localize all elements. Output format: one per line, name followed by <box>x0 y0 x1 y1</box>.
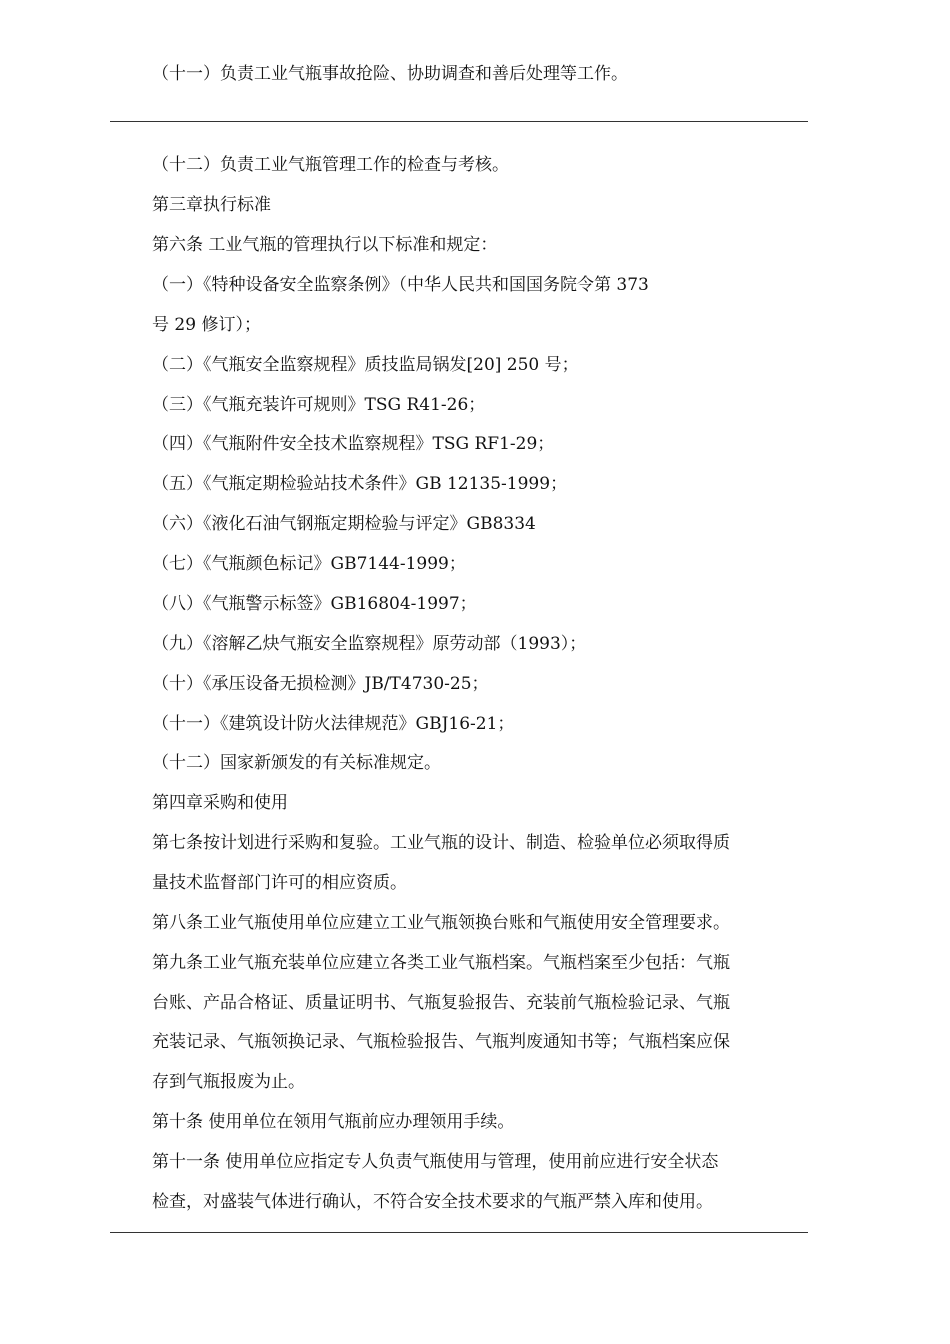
text-line: （十一）负责工业气瓶事故抢险、协助调查和善后处理等工作。 <box>152 64 628 84</box>
article-line: 第七条按计划进行采购和复验。工业气瓶的设计、制造、检验单位必须取得质 <box>152 833 730 853</box>
page-footer-rule <box>110 1232 808 1233</box>
list-item-continuation: 号 29 修订）； <box>152 315 261 335</box>
article-line: 第十一条 使用单位应指定专人负责气瓶使用与管理，使用前应进行安全状态 <box>152 1152 719 1172</box>
list-item: （五）《气瓶定期检验站技术条件》GB 12135-1999； <box>152 474 568 494</box>
article-line: 第六条 工业气瓶的管理执行以下标准和规定： <box>152 235 498 255</box>
list-item: （十一）《建筑设计防火法律规范》GBJ16-21； <box>152 714 515 734</box>
list-item: （三）《气瓶充装许可规则》TSG R41-26； <box>152 395 486 415</box>
article-line: 第九条工业气瓶充装单位应建立各类工业气瓶档案。气瓶档案至少包括：气瓶 <box>152 953 730 973</box>
list-item: （六）《液化石油气钢瓶定期检验与评定》GB8334 <box>152 514 536 534</box>
article-line: 第八条工业气瓶使用单位应建立工业气瓶领换台账和气瓶使用安全管理要求。 <box>152 913 730 933</box>
article-line-continuation: 充装记录、气瓶领换记录、气瓶检验报告、气瓶判废通知书等；气瓶档案应保 <box>152 1032 730 1052</box>
list-item: （四）《气瓶附件安全技术监察规程》TSG RF1-29； <box>152 434 555 454</box>
article-line-continuation: 检查，对盛装气体进行确认，不符合安全技术要求的气瓶严禁入库和使用。 <box>152 1192 713 1212</box>
list-item: （十二）国家新颁发的有关标准规定。 <box>152 753 441 773</box>
article-line-continuation: 存到气瓶报废为止。 <box>152 1072 305 1092</box>
list-item: （二）《气瓶安全监察规程》质技监局锅发[20] 250 号； <box>152 355 579 375</box>
list-item: （九）《溶解乙炔气瓶安全监察规程》原劳动部（1993）； <box>152 634 587 654</box>
list-item: （十）《承压设备无损检测》JB/T4730-25； <box>152 674 489 694</box>
article-line: 第十条 使用单位在领用气瓶前应办理领用手续。 <box>152 1112 515 1132</box>
list-item: （七）《气瓶颜色标记》GB7144-1999； <box>152 554 466 574</box>
chapter-heading: 第四章采购和使用 <box>152 793 288 813</box>
page-separator-rule <box>110 121 808 122</box>
text-line: （十二）负责工业气瓶管理工作的检查与考核。 <box>152 155 509 175</box>
chapter-heading: 第三章执行标准 <box>152 195 271 215</box>
article-line-continuation: 台账、产品合格证、质量证明书、气瓶复验报告、充装前气瓶检验记录、气瓶 <box>152 993 730 1013</box>
list-item: （八）《气瓶警示标签》GB16804-1997； <box>152 594 477 614</box>
article-line-continuation: 量技术监督部门许可的相应资质。 <box>152 873 407 893</box>
list-item: （一）《特种设备安全监察条例》（中华人民共和国国务院令第 373 <box>152 275 649 295</box>
